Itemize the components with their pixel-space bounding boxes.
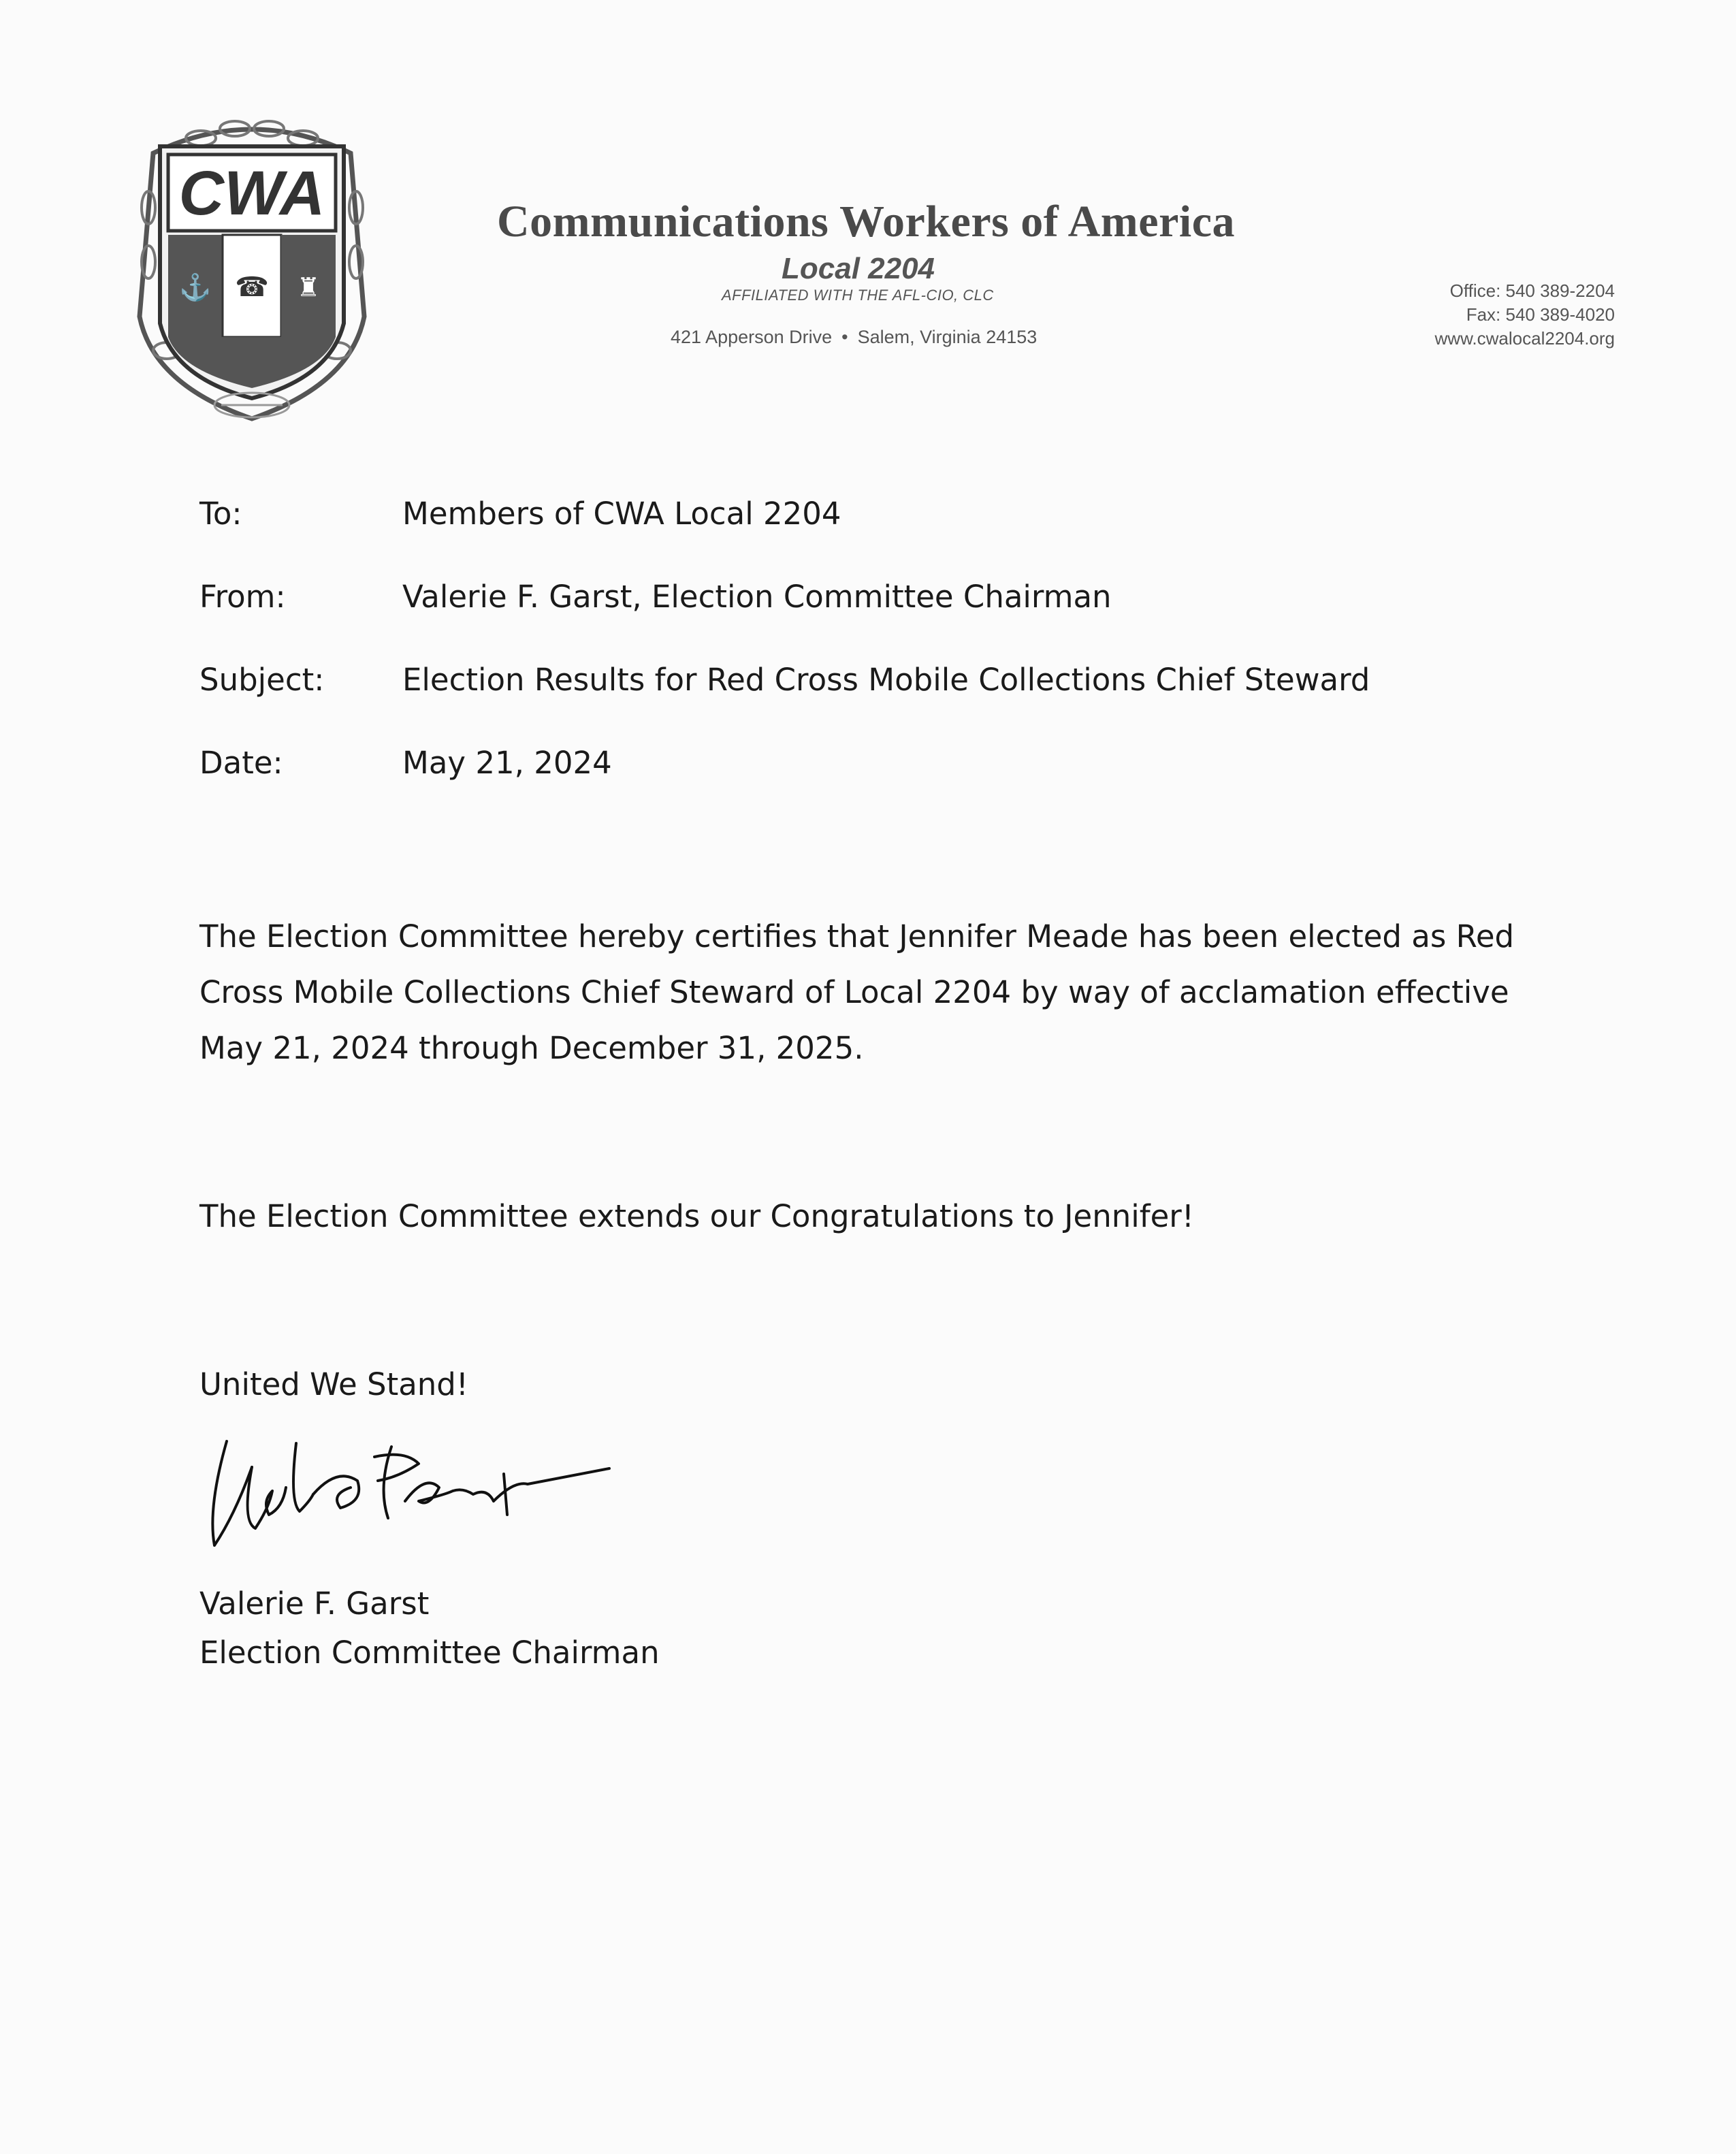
cwa-logo <box>126 112 378 439</box>
date-label: Date: <box>199 745 283 781</box>
memo-subject-row <box>199 662 1370 698</box>
svg-text:⚓: ⚓ <box>179 274 212 302</box>
from-value: Valerie F. Garst, Election Committee Chairman <box>402 579 1112 615</box>
office-phone: Office: 540 389-2204 <box>1449 280 1615 301</box>
to-value: Members of CWA Local 2204 <box>402 496 841 532</box>
memo-date-row <box>199 745 612 781</box>
memo-to-row <box>199 496 841 532</box>
handwritten-signature <box>194 1426 671 1562</box>
signature-block <box>199 1579 1561 1677</box>
to-label: To: <box>199 496 242 532</box>
from-label: From: <box>199 579 286 615</box>
local-number: Local 2204 <box>782 252 935 285</box>
subject-value: Election Results for Red Cross Mobile Collections Chief Steward <box>402 662 1370 698</box>
signer-title: Election Committee Chairman <box>199 1635 660 1671</box>
affiliation-line: AFFILIATED WITH THE AFL-CIO, CLC <box>722 287 994 304</box>
body-paragraph-2: The Election Committee extends our Congratulations to Jennifer! <box>199 1198 1194 1234</box>
address-street: 421 Apperson Drive <box>671 327 833 347</box>
closing-line: United We Stand! <box>199 1366 468 1402</box>
date-value: May 21, 2024 <box>402 745 612 781</box>
signer-name: Valerie F. Garst <box>199 1586 430 1622</box>
contact-block <box>1435 279 1615 351</box>
memo-from-row <box>199 579 1112 615</box>
bullet-separator: • <box>841 327 848 347</box>
svg-text:☎: ☎ <box>235 272 269 302</box>
svg-text:♜: ♜ <box>296 274 321 302</box>
address-city: Salem, Virginia 24153 <box>857 327 1038 347</box>
subject-label: Subject: <box>199 662 325 698</box>
website-link[interactable]: www.cwalocal2204.org <box>1434 328 1615 349</box>
svg-text:CWA: CWA <box>178 159 325 228</box>
letterhead-address <box>671 327 1037 348</box>
body-paragraph-1: The Election Committee hereby certifies that Jennifer Meade has been elected as Red Cross Mobile Collections Chief Steward of Local 2204 by way of acclamation effective May 21, 2024 through December 31, 2025. <box>199 918 1515 1066</box>
org-name: Communications Workers of America <box>497 197 1236 246</box>
fax-number: Fax: 540 389-4020 <box>1466 304 1615 325</box>
